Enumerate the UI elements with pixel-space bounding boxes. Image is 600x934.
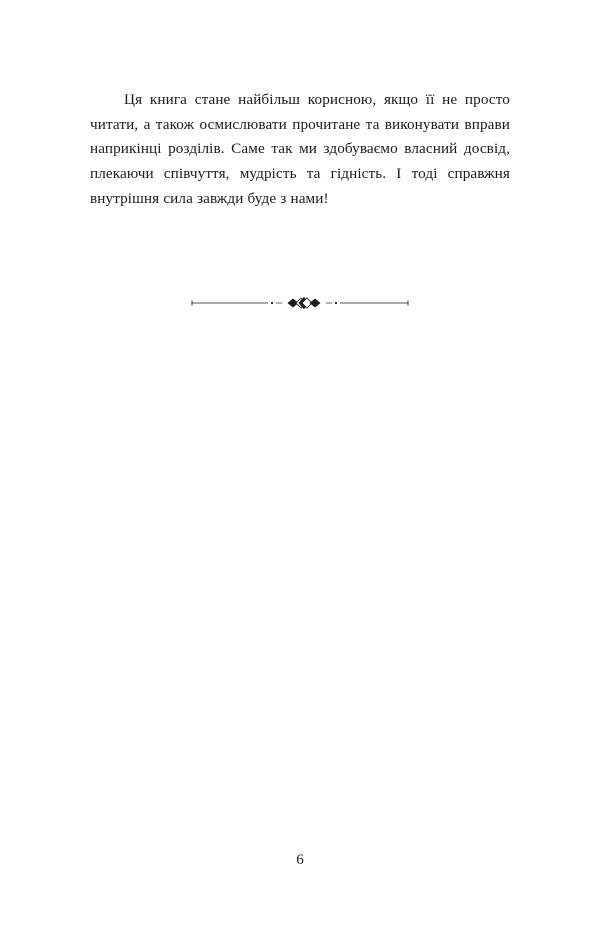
page-number: 6 bbox=[296, 852, 304, 868]
body-text-block bbox=[90, 88, 510, 211]
fleuron-divider-icon bbox=[190, 295, 410, 311]
paragraph: Ця книга стане найбільш корисною, якщо її не просто читати, а також осмислювати прочитане та виконувати вправи наприкінці розділів. Саме так ми здобуваємо власний досвід, плекаючи співчуття, мудрість та гідність. І тоді справжня внутрішня сила завжди буде з нами! bbox=[90, 91, 510, 207]
section-divider bbox=[90, 292, 510, 314]
